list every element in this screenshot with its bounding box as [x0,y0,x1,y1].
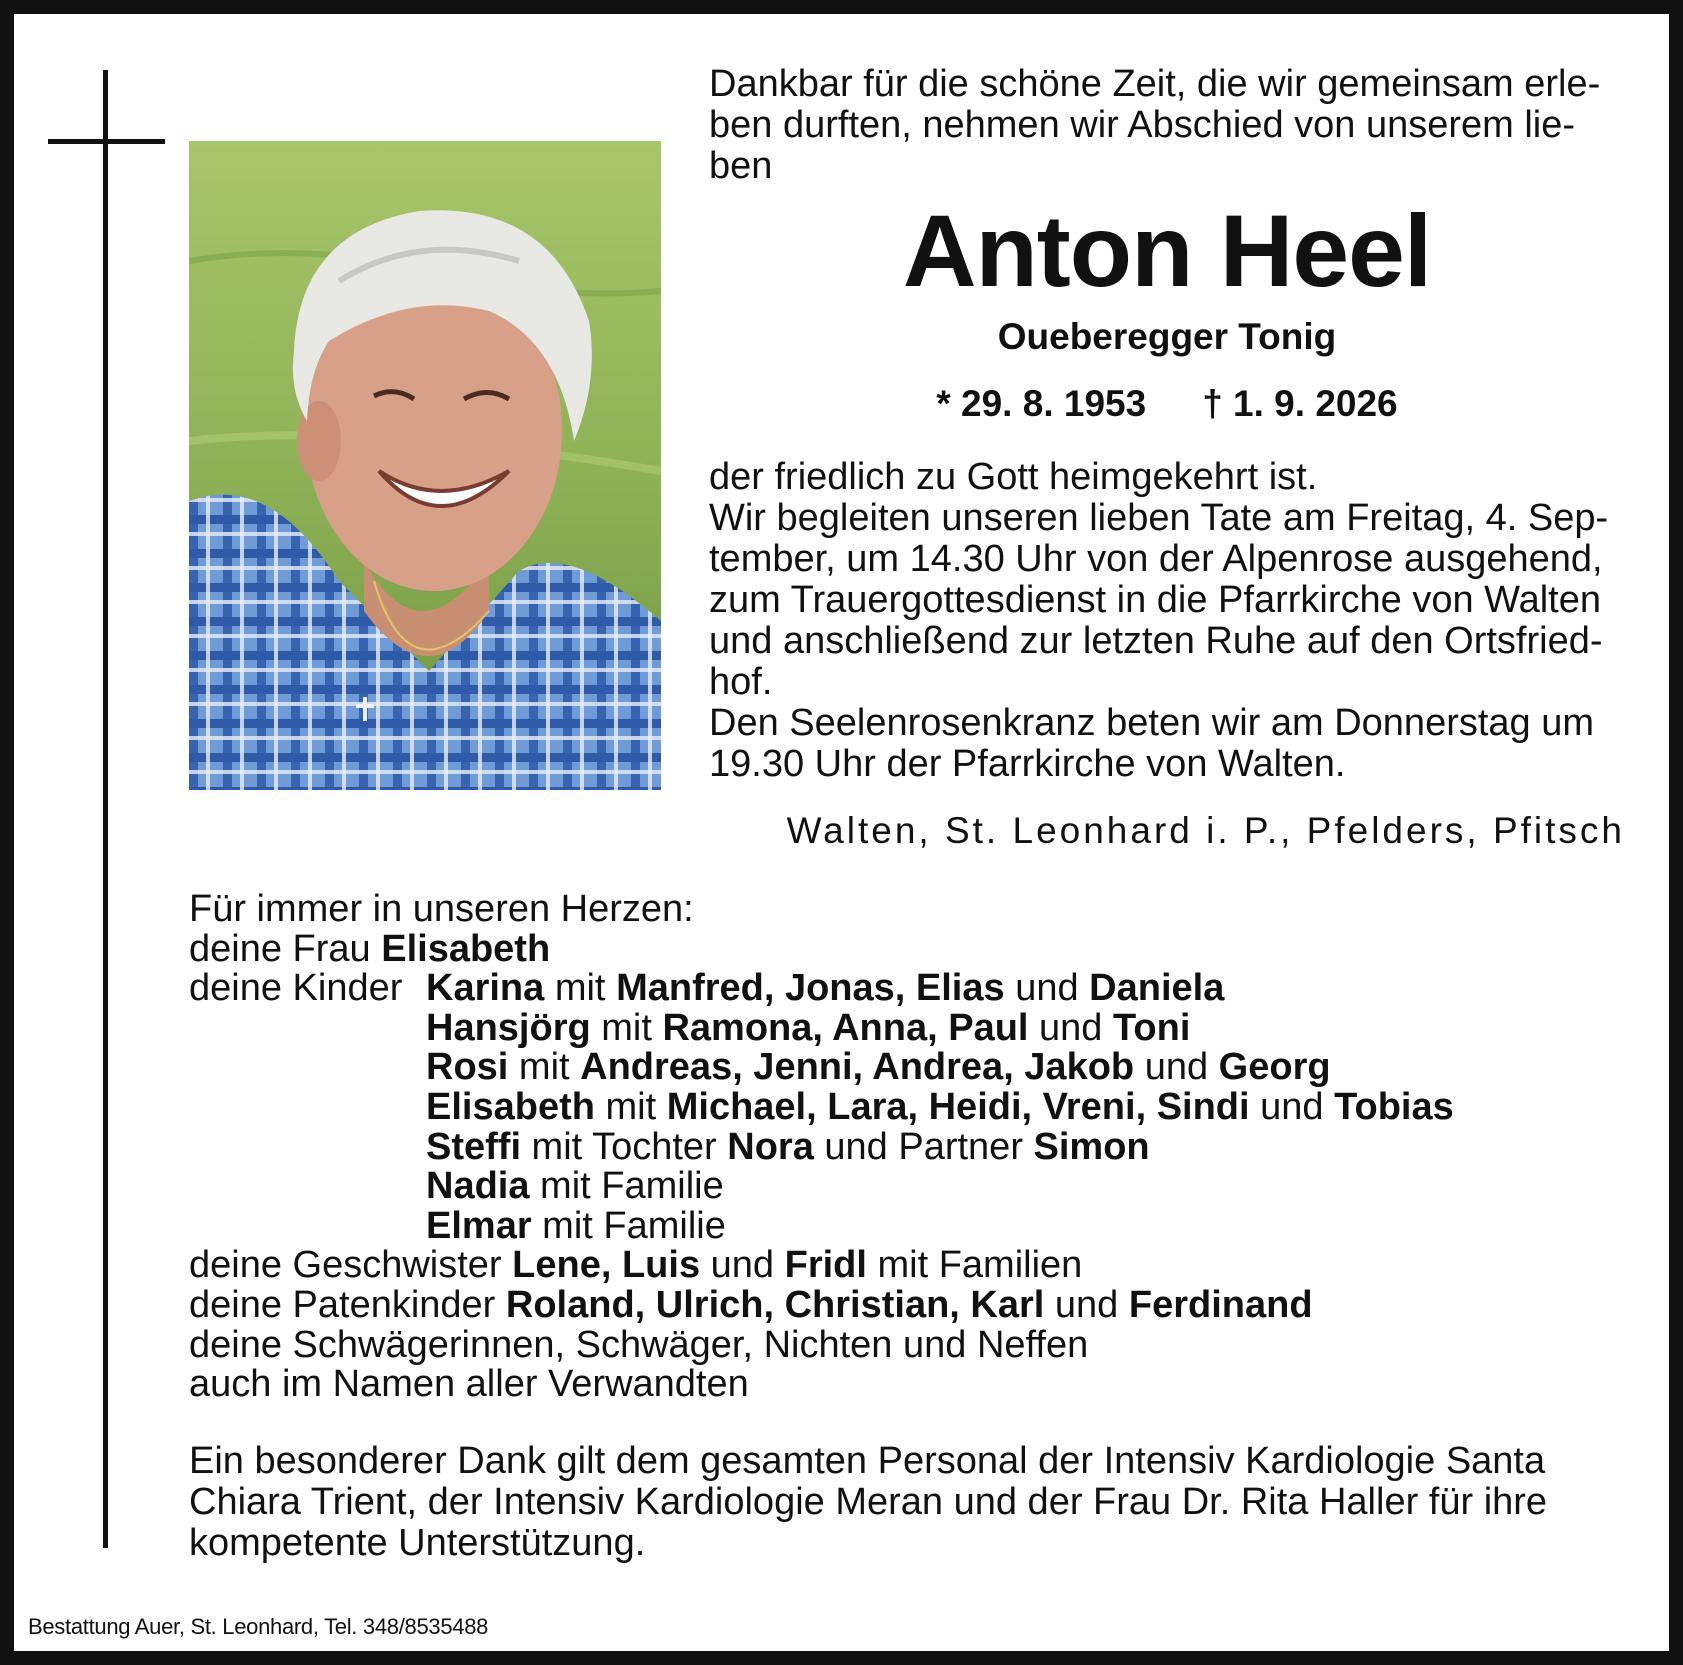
mourner-name: Rosi [426,1046,509,1089]
mourner-name: Nadia [426,1165,530,1208]
deceased-name: Anton Heel [902,194,1432,308]
details-line: 19.30 Uhr der Pfarrkirche von Walten. [709,743,1346,785]
thanks-line: kompetente Unterstützung. [189,1522,646,1564]
funeral-home-footer: Bestattung Auer, St. Leonhard, Tel. 348/8535488 [28,1614,489,1639]
mourners-heading: Für immer in unseren Herzen: [189,888,694,930]
mourner-connector: und [700,1244,785,1287]
mourner-connector: mit [594,1085,667,1128]
thanks-text [189,1441,1625,1564]
details-line: und anschließend zur letzten Ruhe auf den Ortsfried- [709,620,1603,662]
mourners-list [189,890,1625,1405]
mourner-name: Michael, Lara, Heidi, Vreni, Sindi [666,1085,1250,1128]
children-row [189,1085,1625,1128]
siblings-row [189,1246,1625,1286]
portrait-photo [189,141,661,790]
mourner-connector: mit [508,1046,581,1089]
cross-horizontal-bar [48,139,165,144]
children-rows [189,969,1625,1246]
details-line: zum Trauergottesdienst in die Pfarrkirche von Walten [709,579,1601,621]
mourner-connector: und [1028,1006,1114,1049]
thanks-line: Ein besonderer Dank gilt dem gesamten Personal der Intensiv Kardiologie Santa [189,1440,1546,1482]
mourner-name: Manfred, Jonas, Elias [616,967,1005,1010]
details-line: Den Seelenrosenkranz beten wir am Donnerstag um [709,702,1595,744]
mourner-name: Hansjörg [426,1006,591,1049]
mourner-name: Tobias [1334,1085,1454,1128]
death-date: † 1. 9. 2026 [1202,383,1398,424]
intro-line: ben [709,145,773,187]
mourner-name: Elmar [426,1204,532,1247]
mourner-name: Toni [1113,1006,1191,1049]
mourner-name: Simon [1033,1125,1150,1168]
mourner-name: Karina [426,967,545,1010]
children-row [189,1006,1625,1049]
birth-date: * 29. 8. 1953 [936,383,1147,424]
children-row [189,1048,1625,1088]
wife-name: Elisabeth [381,927,551,970]
mourner-connector: und Partner [813,1125,1034,1168]
mourner-name: Ferdinand [1128,1283,1313,1326]
funeral-details [709,457,1625,785]
wife-row [189,927,1625,970]
intro-line: ben durften, nehmen wir Abschied von unserem lie- [709,104,1576,146]
intro-text [709,64,1625,187]
intro-line: Dankbar für die schöne Zeit, die wir gemeinsam erle- [709,63,1601,105]
relatives-row: auch im Namen aller Verwandten [189,1363,749,1406]
wife-label: deine Frau [189,927,382,970]
mourner-name: Steffi [426,1125,521,1168]
mourner-connector: und [1004,967,1090,1010]
details-line: tember, um 14.30 Uhr von der Alpenrose ausgehend, [709,538,1603,580]
mourner-connector: und [1249,1085,1335,1128]
thanks-line: Chiara Trient, der Intensiv Kardiologie Meran und der Frau Dr. Rita Haller für ihre [189,1481,1548,1523]
mourner-name: Ramona, Anna, Paul [662,1006,1029,1049]
inlaws-row: deine Schwägerinnen, Schwäger, Nichten und Neffen [189,1323,1089,1366]
places-line: Walten, St. Leonhard i. P., Pfelders, Pfitsch [786,810,1625,851]
mourner-connector: mit Familie [531,1204,726,1247]
mourner-connector: deine Geschwister [189,1244,513,1287]
mourner-name: Fridl [784,1244,867,1287]
details-line: hof. [709,661,773,703]
godchildren-row [189,1283,1625,1326]
children-label: deine Kinder [189,967,403,1010]
mourner-name: Daniela [1089,967,1225,1010]
mourner-name: Lene, Luis [512,1244,701,1287]
mourner-connector: mit Familien [866,1244,1083,1287]
children-row [189,1167,1625,1207]
children-row [189,969,1625,1009]
details-line: der friedlich zu Gott heimgekehrt ist. [709,456,1318,498]
mourner-connector: mit [544,967,617,1010]
mourner-name: Roland, Ulrich, Christian, Karl [505,1283,1045,1326]
mourner-connector: mit Familie [529,1165,724,1208]
mourner-connector: und [1134,1046,1219,1089]
children-row [189,1125,1625,1168]
nickname: Oueberegger Tonig [997,316,1337,357]
mourner-name: Andreas, Jenni, Andrea, Jakob [580,1046,1135,1089]
mourner-connector: deine Patenkinder [189,1283,506,1326]
mourner-connector: mit Tochter [521,1125,728,1168]
mourner-connector: und [1044,1283,1129,1326]
cross-vertical-bar [103,70,108,1548]
mourner-connector: mit [590,1006,663,1049]
life-dates [709,382,1625,426]
details-line: Wir begleiten unseren lieben Tate am Freitag, 4. Sep- [709,497,1609,539]
children-row [189,1204,1625,1247]
mourner-name: Elisabeth [426,1085,595,1128]
mourner-name: Georg [1218,1046,1331,1089]
mourner-name: Nora [727,1125,814,1168]
